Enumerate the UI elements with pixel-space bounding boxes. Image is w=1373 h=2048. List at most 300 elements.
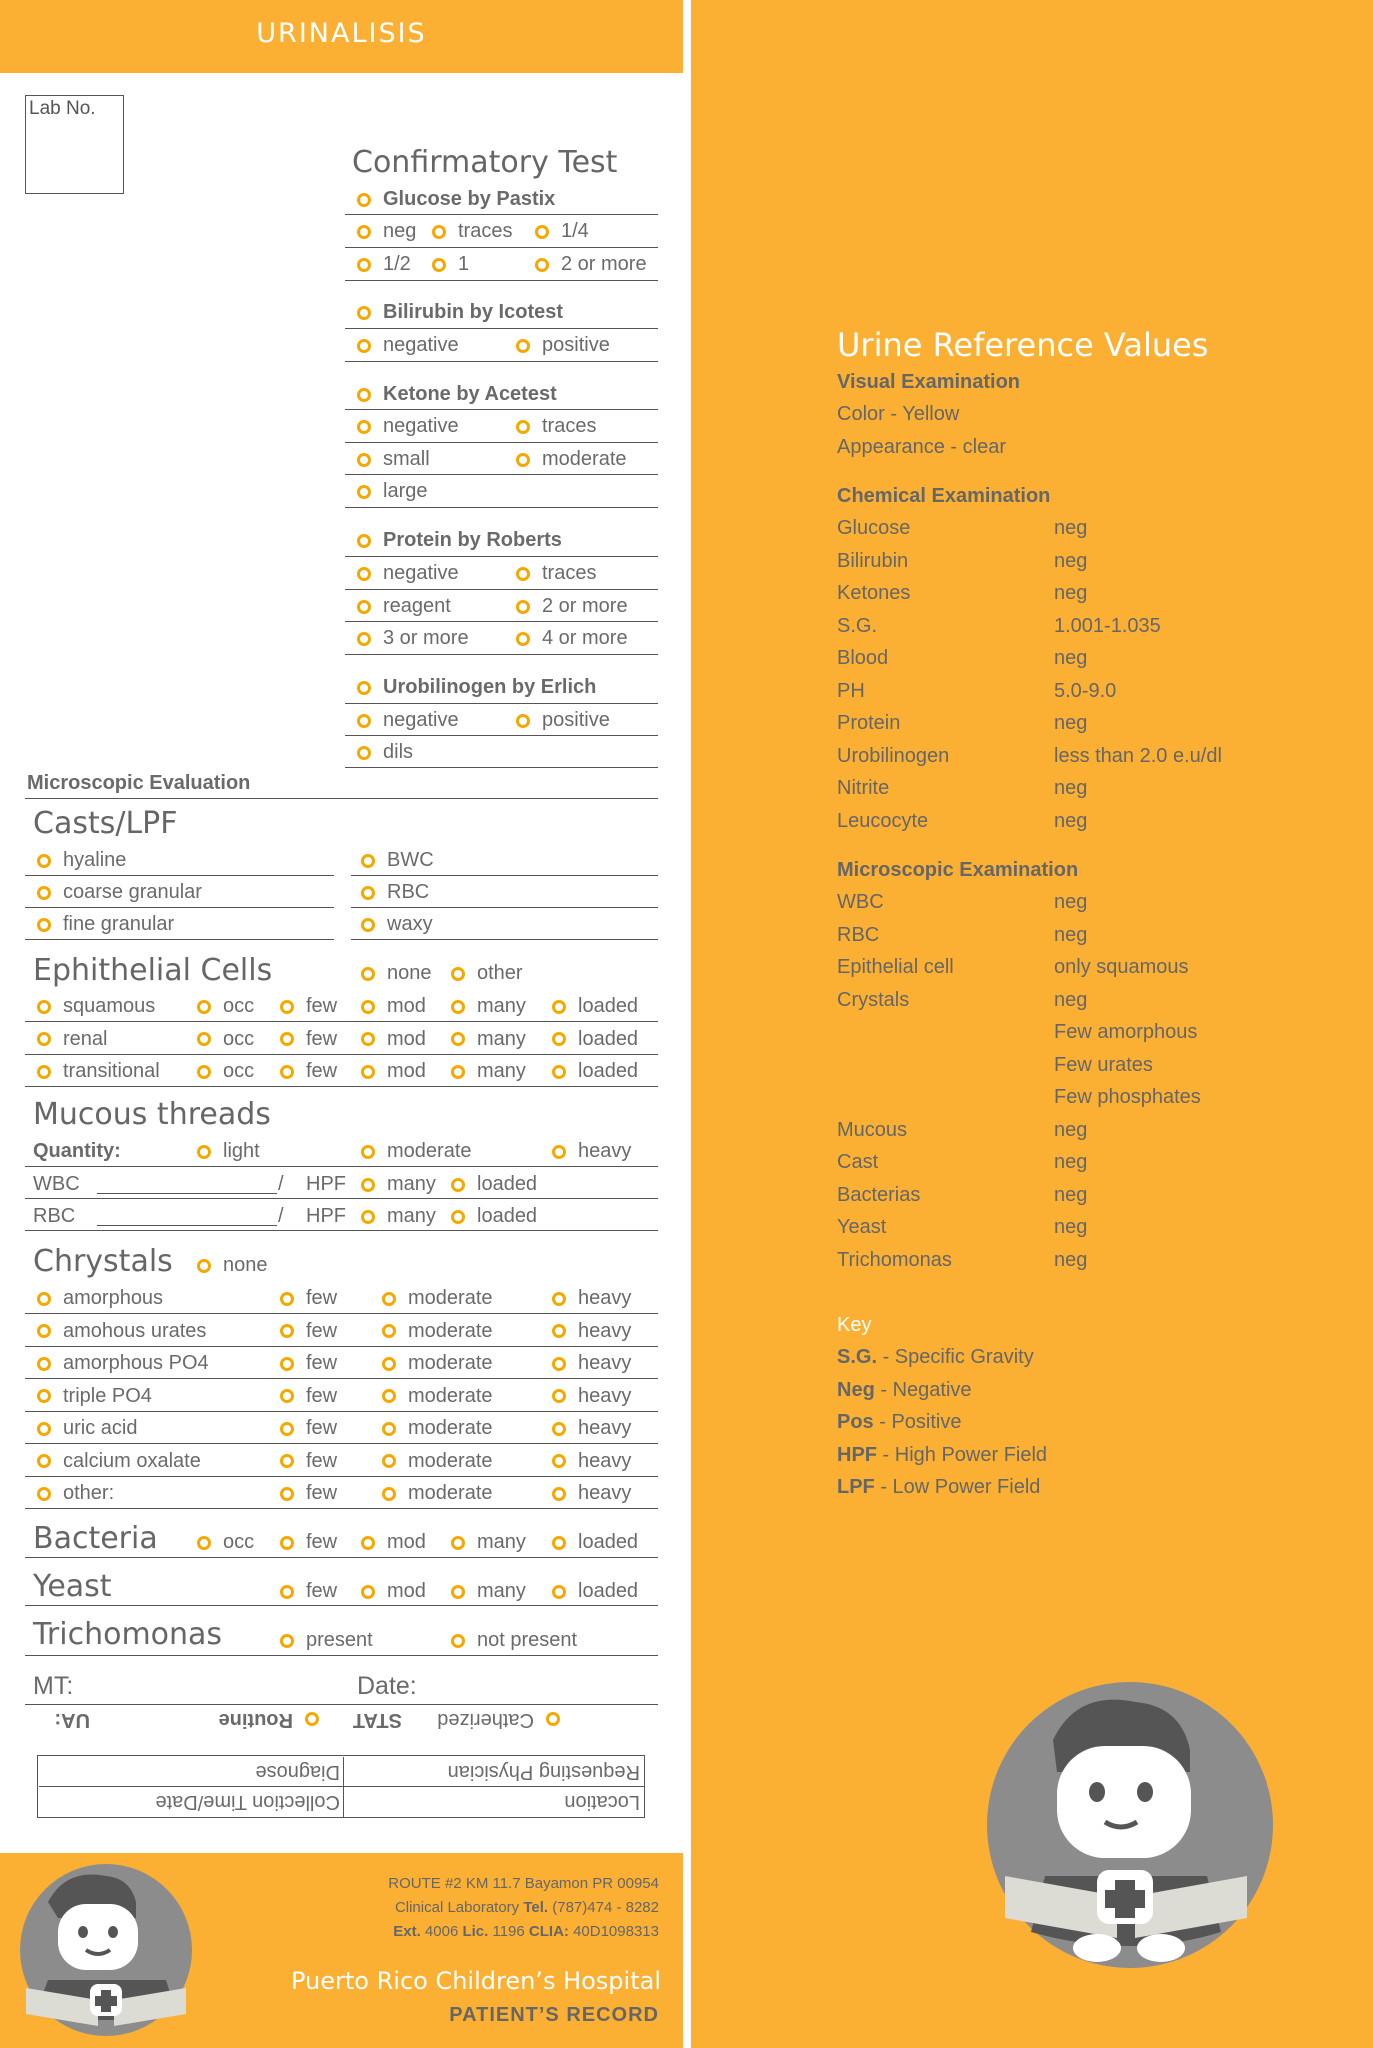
radio-circle-icon	[37, 1032, 51, 1046]
divider	[25, 1086, 658, 1087]
key-abbr: Neg	[837, 1378, 875, 1401]
radio-circle-icon	[361, 1145, 375, 1159]
option-label: 1/4	[561, 220, 589, 242]
bacteria-loaded[interactable]	[552, 1531, 638, 1554]
yeast-mod[interactable]	[361, 1580, 426, 1603]
protein-reagent[interactable]	[357, 595, 451, 618]
radio-circle-icon	[516, 714, 530, 728]
protein-option[interactable]	[357, 529, 562, 552]
wbc-many[interactable]	[361, 1173, 436, 1196]
micro-name: Mucous	[837, 1118, 908, 1141]
crystal-grade-heavy[interactable]	[552, 1287, 631, 1310]
epithelial-grade-many[interactable]	[451, 1028, 526, 1051]
glucose-traces[interactable]	[432, 220, 512, 243]
option-label: heavy	[578, 1449, 632, 1472]
key-meaning: - Low Power Field	[874, 1476, 1041, 1498]
divider	[351, 875, 658, 876]
divider	[25, 1054, 658, 1055]
epithelial-grade-loaded[interactable]	[552, 1028, 638, 1051]
stub-routine[interactable]	[219, 1708, 319, 1731]
micro-value: Few phosphates	[1054, 1086, 1201, 1108]
chem-name: S.G.	[837, 614, 878, 637]
option-label: few	[306, 1449, 338, 1472]
radio-circle-icon	[432, 225, 446, 239]
radio-circle-icon	[361, 1585, 375, 1599]
crystal-row-4[interactable]	[37, 1417, 137, 1440]
mucous-title: Mucous threads	[33, 1097, 271, 1132]
epithelial-grade-many[interactable]	[451, 1060, 526, 1083]
chem-name: Nitrite	[837, 777, 890, 799]
micro-value: only squamous	[1054, 956, 1189, 978]
protein-three-more[interactable]	[357, 627, 469, 650]
epithelial-grade-few[interactable]	[280, 995, 337, 1018]
patient-record-label: PATIENT’S RECORD	[449, 2004, 659, 2026]
lab-number-label: Lab No.	[29, 98, 96, 119]
rbc-many[interactable]	[361, 1205, 436, 1228]
option-label: negative	[383, 334, 459, 356]
key-abbr: Pos	[837, 1411, 874, 1433]
fold-gutter	[683, 0, 691, 2048]
radio-circle-icon	[361, 1032, 375, 1046]
crystal-grade-few[interactable]	[280, 1287, 337, 1310]
physician-field[interactable]: Requesting Physician	[447, 1761, 640, 1783]
radio-circle-icon	[546, 1713, 560, 1727]
protein-four-more[interactable]	[516, 627, 628, 650]
crystal-grade-heavy[interactable]	[552, 1385, 631, 1408]
bacteria-occ[interactable]	[197, 1531, 254, 1554]
radio-circle-icon	[552, 1389, 566, 1403]
divider	[25, 1198, 658, 1199]
key-meaning: - Specific Gravity	[877, 1346, 1034, 1368]
option-label: Routine	[218, 1709, 293, 1731]
radio-circle-icon	[357, 746, 371, 760]
option-label: small	[383, 448, 430, 470]
divider	[25, 798, 658, 799]
stub-catherized[interactable]	[437, 1708, 560, 1731]
yeast-title: Yeast	[33, 1569, 112, 1604]
hospital-name: Puerto Rico Children’s Hospital	[290, 1967, 661, 1995]
ketone-label: Ketone by Acetest	[383, 383, 557, 405]
wbc-blank[interactable]	[97, 1193, 277, 1194]
rbc-blank[interactable]	[97, 1225, 277, 1226]
radio-circle-icon	[451, 967, 465, 981]
option-label: fine granular	[63, 913, 175, 935]
micro-value: neg	[1054, 891, 1088, 913]
epithelial-grade-occ[interactable]	[197, 995, 254, 1018]
divider	[345, 621, 658, 622]
lab-phone-b: Tel.	[523, 1899, 549, 1916]
epithelial-grade-occ[interactable]	[197, 1060, 254, 1083]
cast-bwc[interactable]	[361, 849, 434, 872]
yeast-loaded[interactable]	[552, 1580, 638, 1603]
epithelial-grade-mod[interactable]	[361, 1028, 426, 1051]
chem-value: less than 2.0 e.u/dl	[1054, 744, 1222, 767]
key-abbr: HPF	[837, 1443, 877, 1466]
crystal-grade-few[interactable]	[280, 1417, 337, 1440]
option-label: few	[306, 1417, 338, 1439]
radio-circle-icon	[280, 1357, 294, 1371]
visual-color: Color - Yellow	[837, 403, 960, 425]
rbc-loaded[interactable]	[451, 1205, 537, 1228]
epithelial-row-0[interactable]	[37, 995, 155, 1018]
crystal-grade-few[interactable]	[280, 1482, 337, 1505]
epithelial-row-2[interactable]	[37, 1060, 160, 1083]
glucose-two-more[interactable]	[535, 253, 647, 276]
confirmatory-title: Confirmatory Test	[352, 145, 618, 180]
radio-circle-icon	[280, 1454, 294, 1468]
protein-label: Protein by Roberts	[383, 529, 562, 551]
epithelial-grade-mod[interactable]	[361, 995, 426, 1018]
glucose-neg[interactable]	[357, 220, 416, 243]
yeast-many[interactable]	[451, 1580, 526, 1603]
crystal-row-5[interactable]	[37, 1450, 201, 1473]
radio-circle-icon	[382, 1357, 396, 1371]
radio-circle-icon	[357, 258, 371, 272]
ketone-traces[interactable]	[516, 415, 596, 438]
divider	[25, 1476, 658, 1477]
option-label: negative	[383, 562, 459, 584]
micro-name: Epithelial cell	[837, 956, 954, 978]
option-label: calcium oxalate	[63, 1449, 201, 1472]
lic-label: Lic.	[462, 1923, 489, 1940]
crystal-row-0[interactable]	[37, 1287, 163, 1310]
option-label: few	[306, 1352, 338, 1374]
option-label: many	[387, 1205, 436, 1227]
urobilinogen-negative[interactable]	[357, 709, 459, 732]
micro-value: neg	[1054, 1151, 1088, 1173]
radio-circle-icon	[357, 453, 371, 467]
key-meaning: - High Power Field	[877, 1443, 1048, 1466]
wbc-hpf: HPF	[306, 1173, 346, 1195]
option-label: Catherized	[437, 1709, 534, 1731]
specimen-stub	[25, 1706, 658, 1832]
lab-number-box[interactable]	[25, 95, 124, 194]
crystal-grade-few[interactable]	[280, 1450, 337, 1473]
rbc-slash: /	[278, 1205, 284, 1227]
rbc-hpf: HPF	[306, 1205, 346, 1227]
urobilinogen-positive[interactable]	[516, 709, 610, 732]
option-label: mod	[387, 1580, 426, 1602]
divider	[25, 907, 334, 908]
epithelial-title: Ephithelial Cells	[33, 953, 273, 988]
radio-circle-icon	[197, 1536, 211, 1550]
radio-circle-icon	[535, 258, 549, 272]
bilirubin-positive[interactable]	[516, 334, 610, 357]
crystal-grade-moderate[interactable]	[382, 1320, 493, 1343]
bacteria-few[interactable]	[280, 1531, 337, 1554]
divider	[345, 589, 658, 590]
divider	[25, 1704, 658, 1705]
epithelial-grade-many[interactable]	[451, 995, 526, 1018]
radio-circle-icon	[361, 967, 375, 981]
chem-name: PH	[837, 679, 865, 702]
chemical-heading: Chemical Examination	[837, 485, 1051, 507]
crystal-grade-moderate[interactable]	[382, 1417, 493, 1440]
radio-circle-icon	[280, 1536, 294, 1550]
option-label: moderate	[408, 1417, 493, 1439]
option-label: 3 or more	[383, 627, 469, 649]
trichomonas-not-present[interactable]	[451, 1629, 577, 1652]
divider	[39, 1786, 644, 1787]
option-label: waxy	[387, 913, 433, 935]
option-label: reagent	[383, 595, 451, 617]
option-label: heavy	[578, 1319, 632, 1342]
radio-circle-icon	[361, 886, 375, 900]
epithelial-none[interactable]	[361, 962, 432, 985]
epithelial-grade-loaded[interactable]	[552, 995, 638, 1018]
ketone-negative[interactable]	[357, 415, 459, 438]
option-label: present	[306, 1629, 373, 1651]
chem-name: Blood	[837, 647, 889, 669]
bilirubin-option[interactable]	[357, 301, 563, 324]
option-label: traces	[542, 562, 597, 584]
glucose-quarter[interactable]	[535, 220, 589, 243]
crystal-grade-few[interactable]	[280, 1385, 337, 1408]
crystals-none[interactable]	[197, 1254, 268, 1277]
radio-circle-icon	[37, 1357, 51, 1371]
diagnose-field[interactable]: Diagnose	[255, 1761, 340, 1783]
bilirubin-label: Bilirubin by Icotest	[383, 301, 564, 323]
radio-circle-icon	[516, 600, 530, 614]
divider	[345, 556, 658, 557]
crystal-grade-moderate[interactable]	[382, 1450, 493, 1473]
option-label: other	[477, 962, 523, 984]
option-label: traces	[458, 220, 513, 242]
crystal-row-2[interactable]	[37, 1352, 209, 1375]
trichomonas-present[interactable]	[280, 1629, 373, 1652]
casts-title: Casts/LPF	[33, 806, 178, 841]
option-label: many	[477, 1531, 526, 1553]
radio-circle-icon	[382, 1454, 396, 1468]
micro-value: neg	[1054, 923, 1088, 946]
radio-circle-icon	[552, 1422, 566, 1436]
option-label: occ	[223, 1027, 255, 1050]
radio-circle-icon	[37, 1292, 51, 1306]
crystal-grade-moderate[interactable]	[382, 1287, 493, 1310]
ext-value: 4006	[420, 1923, 463, 1940]
crystal-grade-moderate[interactable]	[382, 1482, 493, 1505]
visual-appearance: Appearance - clear	[837, 436, 1006, 458]
radio-circle-icon	[552, 1145, 566, 1159]
radio-circle-icon	[357, 632, 371, 646]
collection-field[interactable]: Collection Time/Date	[155, 1791, 340, 1813]
crystal-grade-heavy[interactable]	[552, 1482, 631, 1505]
wbc-loaded[interactable]	[451, 1173, 537, 1196]
form-title: URINALISIS	[256, 18, 427, 49]
protein-negative[interactable]	[357, 562, 459, 585]
option-label: triple PO4	[63, 1384, 152, 1407]
chem-value: neg	[1054, 549, 1088, 572]
option-label: few	[306, 1531, 338, 1553]
radio-circle-icon	[552, 1065, 566, 1079]
divider	[345, 328, 658, 329]
urobilinogen-option[interactable]	[357, 676, 596, 699]
radio-circle-icon	[197, 1032, 211, 1046]
crystal-row-1[interactable]	[37, 1320, 206, 1343]
epithelial-grade-loaded[interactable]	[552, 1060, 638, 1083]
key-heading: Key	[837, 1314, 872, 1336]
urobilinogen-dils[interactable]	[357, 741, 413, 764]
protein-traces[interactable]	[516, 562, 596, 585]
radio-circle-icon	[37, 1000, 51, 1014]
radio-circle-icon	[357, 420, 371, 434]
crystal-grade-heavy[interactable]	[552, 1352, 631, 1375]
glucose-option[interactable]	[357, 188, 555, 211]
micro-value: neg	[1054, 1118, 1088, 1141]
stub-stat[interactable]: STAT	[352, 1709, 402, 1731]
radio-circle-icon	[280, 1000, 294, 1014]
epithelial-grade-occ[interactable]	[197, 1028, 254, 1051]
ketone-moderate[interactable]	[516, 448, 627, 471]
option-label: heavy	[578, 1417, 632, 1439]
epithelial-other[interactable]	[451, 962, 523, 985]
ketone-option[interactable]	[357, 383, 557, 406]
option-label: heavy	[578, 1352, 632, 1374]
radio-circle-icon	[37, 886, 51, 900]
divider	[345, 507, 658, 508]
trichomonas-title: Trichomonas	[33, 1617, 223, 1652]
epithelial-grade-few[interactable]	[280, 1060, 337, 1083]
option-label: moderate	[408, 1319, 493, 1342]
radio-circle-icon	[552, 1454, 566, 1468]
micro-value: neg	[1054, 1248, 1088, 1271]
clia-value: 40D1098313	[568, 1923, 659, 1940]
radio-circle-icon	[451, 1585, 465, 1599]
cast-coarse-granular[interactable]	[37, 881, 202, 904]
option-label: mod	[387, 995, 426, 1017]
radio-circle-icon	[516, 453, 530, 467]
micro-value: neg	[1054, 988, 1088, 1011]
radio-circle-icon	[357, 193, 371, 207]
chem-name: Leucocyte	[837, 809, 929, 832]
radio-circle-icon	[37, 1487, 51, 1501]
cast-fine-granular[interactable]	[37, 913, 174, 936]
bilirubin-negative[interactable]	[357, 334, 459, 357]
option-label: occ	[223, 1060, 255, 1082]
epithelial-grade-mod[interactable]	[361, 1060, 426, 1083]
location-field[interactable]: Location	[564, 1791, 640, 1813]
option-label: few	[306, 1027, 338, 1050]
option-label: squamous	[63, 995, 156, 1017]
radio-circle-icon	[280, 1389, 294, 1403]
radio-circle-icon	[552, 1585, 566, 1599]
ketone-large[interactable]	[357, 480, 427, 503]
option-label: loaded	[578, 1027, 639, 1050]
chem-name: Urobilinogen	[837, 744, 950, 767]
radio-circle-icon	[552, 1292, 566, 1306]
radio-circle-icon	[280, 1065, 294, 1079]
mascot-large-icon	[985, 1680, 1275, 1970]
cast-hyaline[interactable]	[37, 849, 126, 872]
option-label: amohous urates	[63, 1319, 207, 1342]
radio-circle-icon	[357, 567, 371, 581]
option-label: few	[306, 1384, 338, 1407]
option-label: 4 or more	[542, 627, 628, 649]
radio-circle-icon	[197, 1259, 211, 1273]
crystal-grade-moderate[interactable]	[382, 1385, 493, 1408]
divider	[345, 442, 658, 443]
radio-circle-icon	[37, 1389, 51, 1403]
radio-circle-icon	[451, 1634, 465, 1648]
glucose-one[interactable]	[432, 253, 469, 276]
radio-circle-icon	[361, 1178, 375, 1192]
option-label: RBC	[387, 881, 430, 903]
divider	[25, 875, 334, 876]
crystal-grade-moderate[interactable]	[382, 1352, 493, 1375]
option-label: mod	[387, 1531, 426, 1553]
option-label: amorphous	[63, 1287, 164, 1309]
mucous-heavy[interactable]	[552, 1140, 631, 1163]
radio-circle-icon	[280, 1324, 294, 1338]
protein-two-more[interactable]	[516, 595, 628, 618]
mucous-light[interactable]	[197, 1140, 260, 1163]
option-label: loaded	[477, 1173, 538, 1195]
bacteria-mod[interactable]	[361, 1531, 426, 1554]
epithelial-grade-few[interactable]	[280, 1028, 337, 1051]
bacteria-many[interactable]	[451, 1531, 526, 1554]
option-label: mod	[387, 1027, 426, 1050]
radio-circle-icon	[37, 1065, 51, 1079]
option-label: loaded	[578, 1531, 639, 1553]
mt-label: MT:	[33, 1672, 74, 1700]
divider	[345, 247, 658, 248]
wbc-slash: /	[278, 1173, 284, 1195]
mucous-moderate[interactable]	[361, 1140, 472, 1163]
micro-name: WBC	[837, 891, 884, 913]
option-label: moderate	[408, 1352, 493, 1374]
divider	[345, 361, 658, 362]
chem-value: 5.0-9.0	[1054, 679, 1117, 702]
divider	[345, 703, 658, 704]
option-label: few	[306, 1482, 338, 1504]
epithelial-row-1[interactable]	[37, 1028, 107, 1051]
cast-rbc[interactable]	[361, 881, 429, 904]
yeast-few[interactable]	[280, 1580, 337, 1603]
crystal-grade-few[interactable]	[280, 1352, 337, 1375]
divider	[345, 409, 658, 410]
divider	[25, 939, 334, 940]
divider	[351, 907, 658, 908]
option-label: none	[223, 1254, 268, 1276]
crystal-grade-heavy[interactable]	[552, 1320, 631, 1343]
option-label: negative	[383, 709, 459, 731]
key-entry	[837, 1411, 962, 1434]
micro-name: Trichomonas	[837, 1248, 952, 1271]
divider	[25, 1230, 658, 1231]
cast-waxy[interactable]	[361, 913, 433, 936]
crystal-row-6[interactable]	[37, 1482, 114, 1505]
option-label: coarse granular	[63, 881, 202, 903]
crystal-grade-few[interactable]	[280, 1320, 337, 1343]
radio-circle-icon	[382, 1389, 396, 1403]
divider	[25, 1605, 658, 1606]
crystal-row-3[interactable]	[37, 1385, 152, 1408]
radio-circle-icon	[516, 420, 530, 434]
option-label: moderate	[408, 1449, 493, 1472]
crystal-grade-heavy[interactable]	[552, 1417, 631, 1440]
crystal-grade-heavy[interactable]	[552, 1450, 631, 1473]
glucose-half[interactable]	[357, 253, 411, 276]
ketone-small[interactable]	[357, 448, 430, 471]
option-label: moderate	[387, 1140, 472, 1162]
wbc-label: WBC	[33, 1173, 80, 1195]
divider	[345, 654, 658, 655]
date-label: Date:	[357, 1672, 417, 1700]
radio-circle-icon	[451, 1178, 465, 1192]
key-abbr: LPF	[837, 1476, 875, 1498]
ext-label: Ext.	[393, 1923, 421, 1940]
radio-circle-icon	[361, 1210, 375, 1224]
